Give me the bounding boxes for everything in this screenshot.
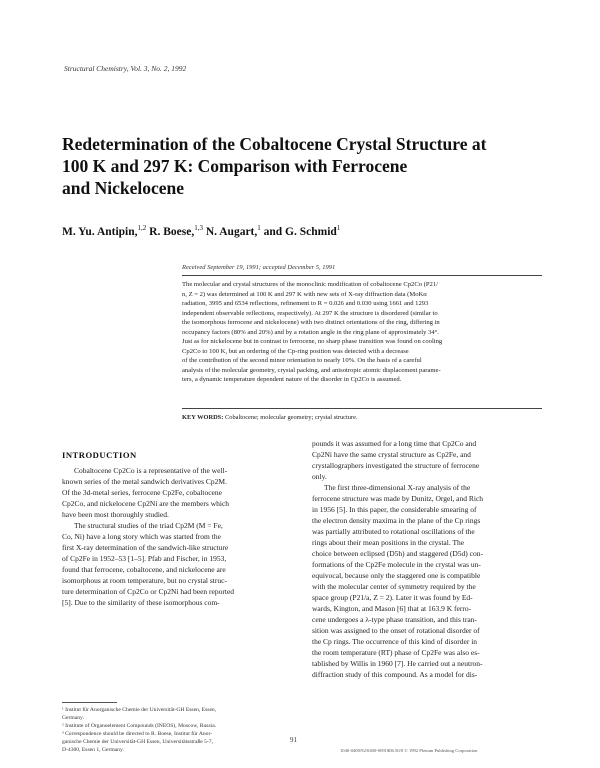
paper-title — [62, 133, 532, 199]
body-line: crystallographers investigated the structure of ferrocene — [312, 461, 480, 470]
body-line: Of the 3d-metal series, ferrocene Cp2Fe, cobaltocene — [62, 488, 222, 497]
body-line: wards, Kington, and Mason [6] that at 163.9 K ferro- — [312, 604, 472, 613]
body-line: Cp2Co, and nickelocene Cp2Ni are the members which — [62, 499, 230, 508]
abstract-bottom-rule — [182, 408, 542, 409]
author-name: N. Augart, — [205, 225, 258, 238]
body-line: tablished by Willis in 1960 [7]. He carried out a neutron- — [312, 659, 483, 668]
copyright-line: 1040-0400/92/0400-0091$06.50/0 © 1992 Plenum Publishing Corporation — [340, 748, 478, 753]
body-line: found that ferrocene, cobaltocene, and nickelocene are — [62, 565, 226, 574]
author-name: and G. Schmid — [263, 225, 337, 238]
abstract-line: Cp2Co to 100 K, but an ordering of the Cp-ring position was detected with a decrease — [182, 347, 409, 355]
author-name: M. Yu. Antipin, — [62, 225, 138, 238]
footnote-line: ³ Correspondence should be directed to R. Boese, Institut für Anor- — [62, 731, 213, 737]
body-line: diffraction study of this compound. As a model for dis- — [312, 670, 478, 679]
abstract-line: Just as for nickelocene but in contrast to ferrocene, no sharp phase transition was found on cooling — [182, 338, 443, 346]
body-line: ferrocene structure was made by Dunitz, Orgel, and Rich — [312, 494, 484, 503]
left-column — [62, 465, 288, 608]
body-line: pounds it was assumed for a long time that Cp2Co and — [312, 439, 477, 448]
body-line: the room temperature (RT) phase of Cp2Fe was also es- — [312, 648, 480, 657]
body-line: the Cp rings. The occurrence of this kind of disorder in — [312, 637, 478, 646]
body-line: in 1956 [5]. In this paper, the considerable smearing of — [312, 505, 477, 514]
body-line: [5]. Due to the similarity of these isomorphous com- — [62, 598, 220, 607]
body-line: have been most thoroughly studied. — [62, 510, 169, 519]
body-line: the electron density maxima in the plane of the Cp rings — [312, 516, 481, 525]
author-affiliation-mark: 1,2 — [137, 224, 147, 232]
page-number: 91 — [290, 736, 297, 744]
body-line: isomorphous at room temperature, but no crystal struc- — [62, 576, 227, 585]
author-affiliation-mark: 1,3 — [194, 224, 203, 232]
journal-citation: Structural Chemistry, Vol. 3, No. 2, 1992 — [64, 64, 187, 73]
footnote-line: D-4300, Essen 1, Germany. — [62, 747, 124, 753]
abstract-line: The molecular and crystal structures of the monoclinic modification of cobaltocene Cp2Co (P21/ — [182, 281, 438, 288]
footnote-line: ¹ Institut für Anorganische Chemie der Universität-GH Essen, Essen, — [62, 707, 217, 713]
section-heading: INTRODUCTION — [62, 450, 137, 460]
title-line: and Nickelocene — [62, 178, 185, 198]
author-affiliation-mark: 1 — [336, 224, 341, 232]
body-line: known series of the metal sandwich derivatives Cp2M. — [62, 477, 227, 486]
body-line: The structural studies of the triad Cp2M (M = Fe, — [74, 521, 223, 530]
keywords-text: Cobaltocene; molecular geometry; crystal structure. — [224, 414, 358, 421]
title-line: Redetermination of the Cobaltocene Crystal Structure at — [62, 134, 487, 154]
body-line: The first three-dimensional X-ray analysis of the — [324, 483, 471, 492]
abstract-line: of the contribution of the second minor orientation to nearly 10%. On the basis of a careful — [182, 357, 422, 365]
right-column — [312, 438, 546, 680]
author-name: R. Boese, — [149, 225, 195, 238]
body-line: Cp2Ni have the same crystal structure as Cp2Fe, and — [312, 450, 471, 459]
abstract-line: ters, a dynamic temperature dependent nature of the disorder in Cp2Co is assumed. — [182, 376, 402, 384]
title-line: 100 K and 297 K: Comparison with Ferrocene — [62, 156, 408, 176]
body-line: Co, Ni) have a long story which was started from the — [62, 532, 221, 541]
body-line: sition was assigned to the onset of rotational disorder of — [312, 626, 480, 635]
abstract-line: n, Z = 2) was determined at 100 K and 297 K with new sets of X-ray diffraction data (MoKα — [182, 290, 427, 298]
abstract-top-rule — [182, 275, 542, 276]
body-line: space group (P21/a, Z = 2). Later it was found by Ed- — [312, 593, 473, 602]
footnote-line: ² Institute of Organoelement Compounds (INEOS), Moscow, Russia. — [62, 723, 217, 729]
body-line: ture determination of Cp2Co or Cp2Ni had been reported — [62, 587, 235, 596]
author-list — [62, 224, 532, 238]
abstract-line: independent observable reflections, respectively). At 297 K the structure is disordered (similar to — [182, 309, 438, 317]
body-line: only. — [312, 472, 327, 481]
footnotes — [62, 706, 294, 754]
author-affiliation-mark: 1 — [257, 224, 261, 232]
received-date: Received September 19, 1991; accepted December 5, 1991 — [182, 264, 336, 271]
abstract-line: radiation, 3995 and 6534 reflections, refinement to R = 0.026 and 0.030 using 1661 and 1293 — [182, 300, 429, 308]
body-line: of Cp2Fe in 1952–53 [1–5]. Pfab and Fischer, in 1953, — [62, 554, 227, 563]
footnote-line: Germany. — [62, 715, 84, 721]
body-line: Cobaltocene Cp2Co is a representative of the well- — [74, 466, 228, 475]
body-line: was partially attributed to rotational oscillations of the — [312, 527, 475, 536]
keywords-label: KEY WORDS: — [182, 414, 224, 421]
body-line: cene undergoes a λ-type phase transition, and this tran- — [312, 615, 477, 624]
footnote-rule — [62, 702, 117, 703]
abstract-line: analysis of the molecular geometry, crystal packing, and anisotropic atomic displacement parame- — [182, 366, 441, 374]
body-line: rings about their mean positions in the crystal. The — [312, 538, 465, 547]
abstract-line: occupancy factors (80% and 20%) and by a rotation angle in the ring plane of approximately 34°. — [182, 328, 439, 336]
footnote-line: ganische Chemie der Universität-GH Essen, Universitätsstraße 5-7, — [62, 739, 213, 745]
body-line: equivocal, because only the staggered one is compatible — [312, 571, 481, 580]
body-line: formations of the Cp2Fe molecule in the crystal was un- — [312, 560, 481, 569]
body-line: choice between eclipsed (D5h) and staggered (D5d) con- — [312, 549, 483, 558]
abstract-line: the isomorphous ferrocene and nickelocene) with two distinct orientations of the ring, differing in — [182, 319, 440, 327]
abstract — [182, 280, 537, 385]
body-line: first X-ray determination of the sandwich-like structure — [62, 543, 229, 552]
keywords — [182, 414, 542, 421]
body-line: with the molecular center of symmetry required by the — [312, 582, 476, 591]
